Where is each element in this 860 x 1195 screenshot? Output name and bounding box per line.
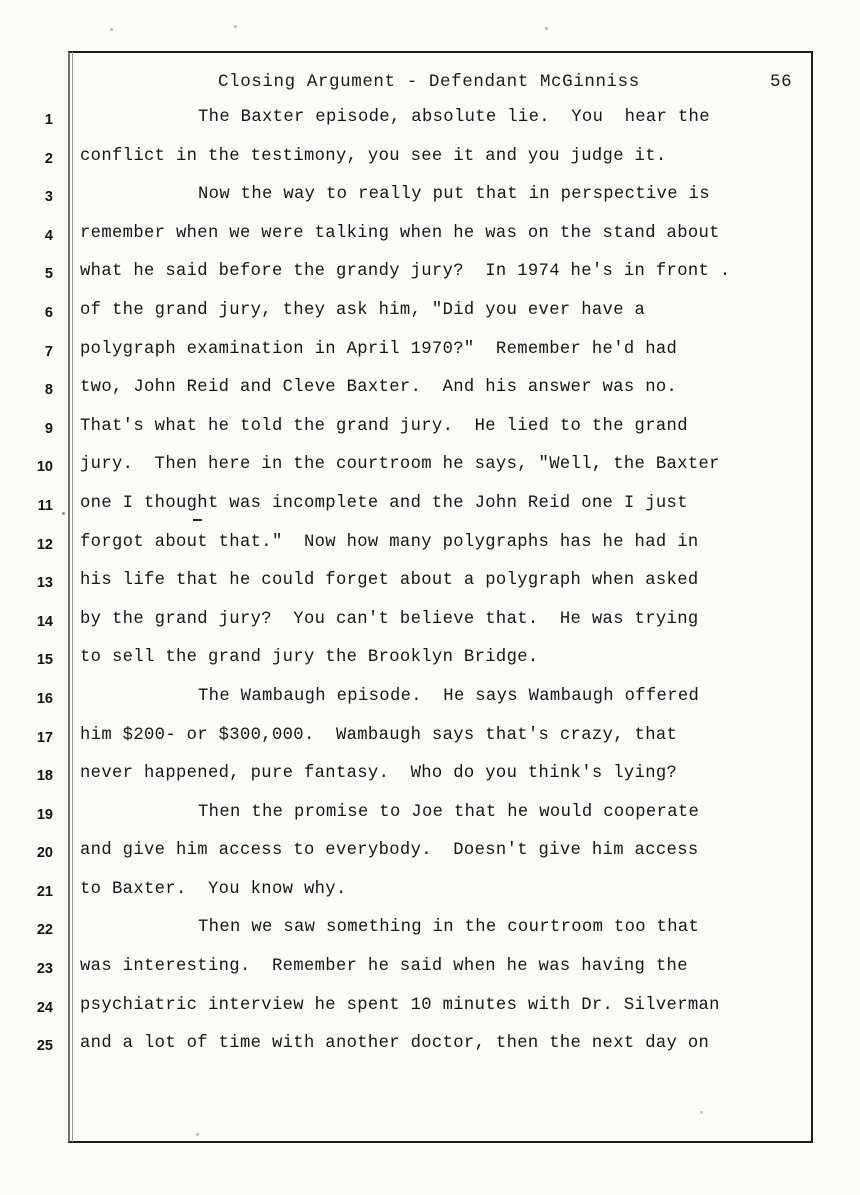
transcript-line [0,340,860,379]
line-text: The Baxter episode, absolute lie. You hear the [198,108,710,127]
transcript-line [0,687,860,726]
line-number: 5 [44,266,53,283]
line-text: his life that he could forget about a polygraph when asked [80,571,699,591]
line-number: 9 [44,420,53,437]
line-number: 10 [36,459,53,476]
line-number: 24 [36,999,53,1016]
line-text: forgot about that." Now how many polygraphs has he had in [80,532,699,552]
transcript-line [0,494,860,533]
line-number: 6 [44,304,53,321]
line-text: jury. Then here in the courtroom he says, "Well, the Baxter [80,455,720,475]
transcript-line [0,610,860,649]
transcript-line [0,301,860,340]
line-text: was interesting. Remember he said when he was having the [80,957,688,977]
line-number: 2 [44,150,53,167]
line-text: psychiatric interview he spent 10 minutes with Dr. Silverman [80,995,720,1015]
line-number: 17 [36,729,53,746]
transcript-line [0,571,860,610]
line-text: him $200- or $300,000. Wambaugh says that's crazy, that [80,725,678,745]
line-text: Then we saw something in the courtroom too that [198,918,700,938]
scan-speckle [545,27,548,30]
ink-annotation-underline [193,519,202,521]
line-text: conflict in the testimony, you see it and you judge it. [80,146,667,166]
line-text: of the grand jury, they ask him, "Did you ever have a [80,300,646,320]
transcript-line [0,378,860,417]
line-text: by the grand jury? You can't believe that. He was trying [80,609,699,629]
transcript-line [0,417,860,456]
line-number: 25 [36,1038,53,1055]
page-title: Closing Argument - Defendant McGinniss [218,72,640,92]
transcript-line [0,918,860,957]
line-number: 21 [36,883,53,900]
transcript-line [0,803,860,842]
line-number: 12 [36,536,53,553]
transcript-body [0,108,860,1073]
line-number: 14 [36,613,53,630]
line-text: what he said before the grandy jury? In 1974 he's in front . [80,262,731,282]
line-number: 1 [44,112,53,128]
line-number: 4 [44,227,53,244]
scan-speckle [234,25,237,28]
transcript-line [0,108,860,147]
transcript-line [0,726,860,765]
line-number: 20 [36,845,53,862]
transcript-line [0,996,860,1035]
line-text: and a lot of time with another doctor, then the next day on [80,1034,710,1054]
line-text: to Baxter. You know why. [80,879,347,899]
line-number: 16 [36,690,53,707]
transcript-line [0,224,860,263]
transcript-line [0,764,860,803]
line-number: 8 [44,382,53,399]
line-number: 18 [36,768,53,785]
line-number: 7 [44,343,53,360]
line-text: and give him access to everybody. Doesn't give him access [80,841,699,861]
page-header [80,72,805,100]
transcript-line [0,455,860,494]
transcript-line [0,533,860,572]
line-number: 3 [44,189,53,206]
line-number: 19 [36,806,53,823]
transcript-line [0,147,860,186]
transcript-line [0,185,860,224]
transcript-line [0,648,860,687]
line-number: 23 [36,961,53,978]
transcript-line [0,880,860,919]
page-number: 56 [770,72,793,92]
transcript-line [0,1034,860,1073]
line-text: That's what he told the grand jury. He lied to the grand [80,416,688,436]
line-text: Now the way to really put that in perspective is [198,185,710,205]
line-text: two, John Reid and Cleve Baxter. And his answer was no. [80,378,678,398]
line-number: 22 [36,922,53,939]
line-text: The Wambaugh episode. He says Wambaugh offered [198,686,700,706]
line-number: 13 [36,575,53,592]
line-text: one I thought was incomplete and the John Reid one I just [80,494,810,513]
line-number: 11 [37,497,53,514]
scan-speckle [62,512,65,515]
line-text: polygraph examination in April 1970?" Remember he'd had [80,339,678,359]
line-text: to sell the grand jury the Brooklyn Bridge. [80,648,539,668]
scan-speckle [110,28,113,31]
transcript-line [0,262,860,301]
line-text: never happened, pure fantasy. Who do you think's lying? [80,764,678,784]
line-number: 15 [36,652,53,669]
line-text: remember when we were talking when he was on the stand about [80,223,720,243]
line-text: Then the promise to Joe that he would cooperate [198,802,700,822]
transcript-line [0,957,860,996]
transcript-line [0,841,860,880]
